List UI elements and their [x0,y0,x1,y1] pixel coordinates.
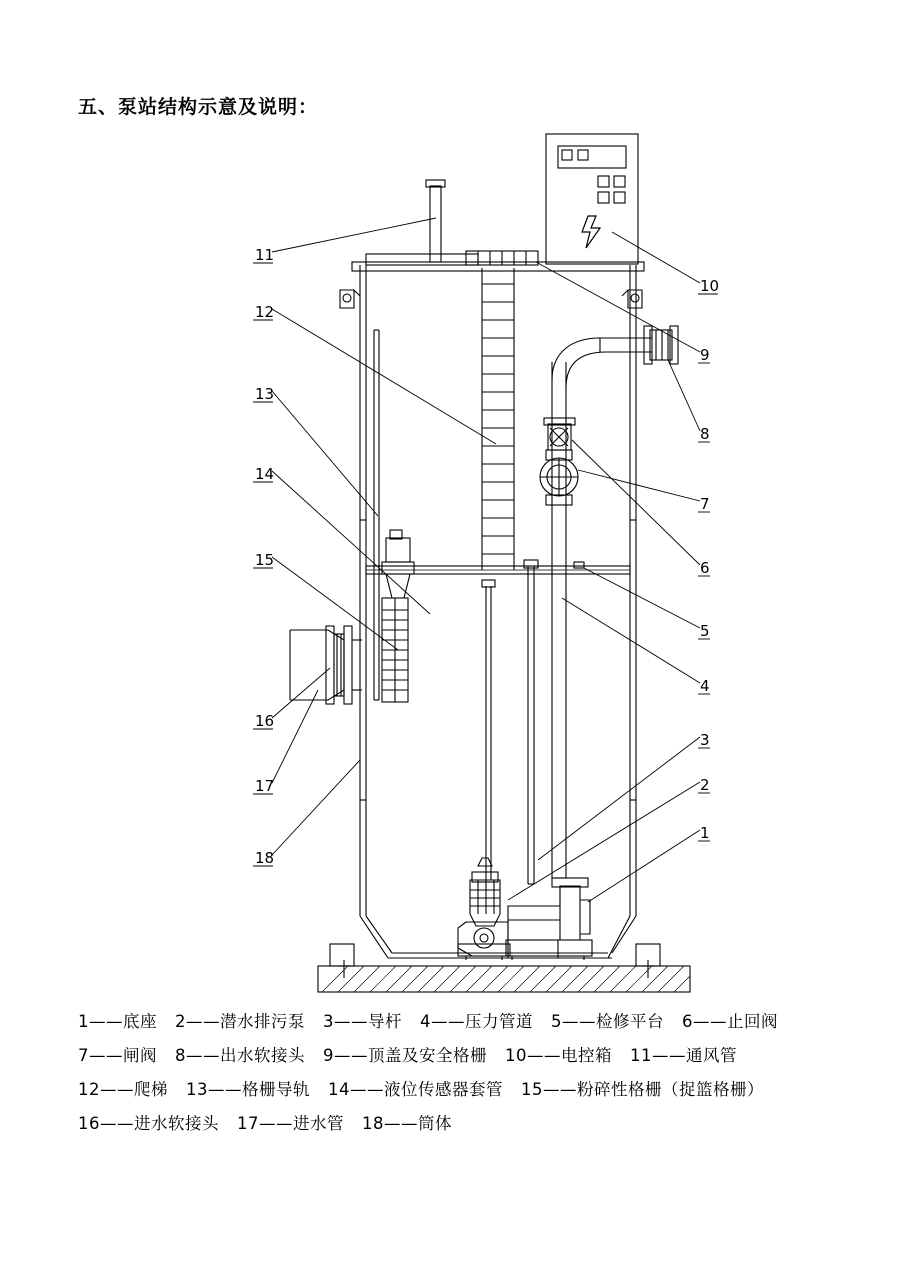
callout-17: 17 [255,777,275,795]
legend-item-10: 10——电控箱 [505,1046,612,1065]
callout-6: 6 [700,559,710,577]
legend-row [78,1005,838,1039]
legend-item-17: 17——进水管 [237,1114,344,1133]
callout-9: 9 [700,346,710,364]
legend-item-5: 5——检修平台 [551,1012,664,1031]
legend-item-12: 12——爬梯 [78,1080,168,1099]
guide-bar [482,580,495,880]
level-sensor-sleeve [524,560,538,884]
ventilation-pipe [426,180,445,262]
legend-item-13: 13——格栅导轨 [186,1080,310,1099]
legend-item-4: 4——压力管道 [420,1012,533,1031]
gate-valve [540,450,578,505]
callout-8: 8 [700,425,710,443]
callout-18: 18 [255,849,275,867]
submersible-sewage-pump [458,858,510,960]
legend-row [78,1039,838,1073]
callout-15: 15 [255,551,275,569]
top-cover-grating [340,251,644,308]
legend-item-1: 1——底座 [78,1012,157,1031]
legend-item-6: 6——止回阀 [682,1012,778,1031]
grating-guide-rail [374,330,379,700]
callout-13: 13 [255,385,275,403]
basket-grating [382,530,414,702]
callout-14: 14 [255,465,275,483]
callout-2: 2 [700,776,710,794]
legend-item-3: 3——导杆 [323,1012,402,1031]
legend-item-9: 9——顶盖及安全格栅 [323,1046,487,1065]
discharge-riser-pipe [552,362,566,878]
inspection-platform [366,562,630,574]
callout-4: 4 [700,677,710,695]
callout-11: 11 [255,246,275,264]
callout-5: 5 [700,622,710,640]
legend-row [78,1107,838,1141]
legend-item-11: 11——通风管 [630,1046,737,1065]
legend-item-14: 14——液位传感器套管 [328,1080,503,1099]
control-cabinet [546,134,638,264]
legend-row [78,1073,838,1107]
check-valve [544,418,575,450]
legend-item-15: 15——粉碎性格栅（捉篮格栅） [521,1080,764,1099]
legend-list [78,1005,838,1141]
callout-10: 10 [700,277,720,295]
callout-1: 1 [700,824,710,842]
legend-item-8: 8——出水软接头 [175,1046,305,1065]
legend-item-7: 7——闸阀 [78,1046,157,1065]
section-heading: 五、泵站结构示意及说明： [78,96,319,118]
pump-base-coupling [506,878,592,960]
callout-16: 16 [255,712,275,730]
legend-item-16: 16——进水软接头 [78,1114,219,1133]
base-foundation [318,944,690,992]
access-ladder [482,268,514,570]
outlet-flexible-joint [552,326,678,388]
callout-7: 7 [700,495,710,513]
tank-shell [360,265,636,958]
callout-12: 12 [255,303,275,321]
callout-3: 3 [700,731,710,749]
legend-item-2: 2——潜水排污泵 [175,1012,305,1031]
legend-item-18: 18——筒体 [362,1114,452,1133]
inlet-pipe-assembly [290,626,362,704]
